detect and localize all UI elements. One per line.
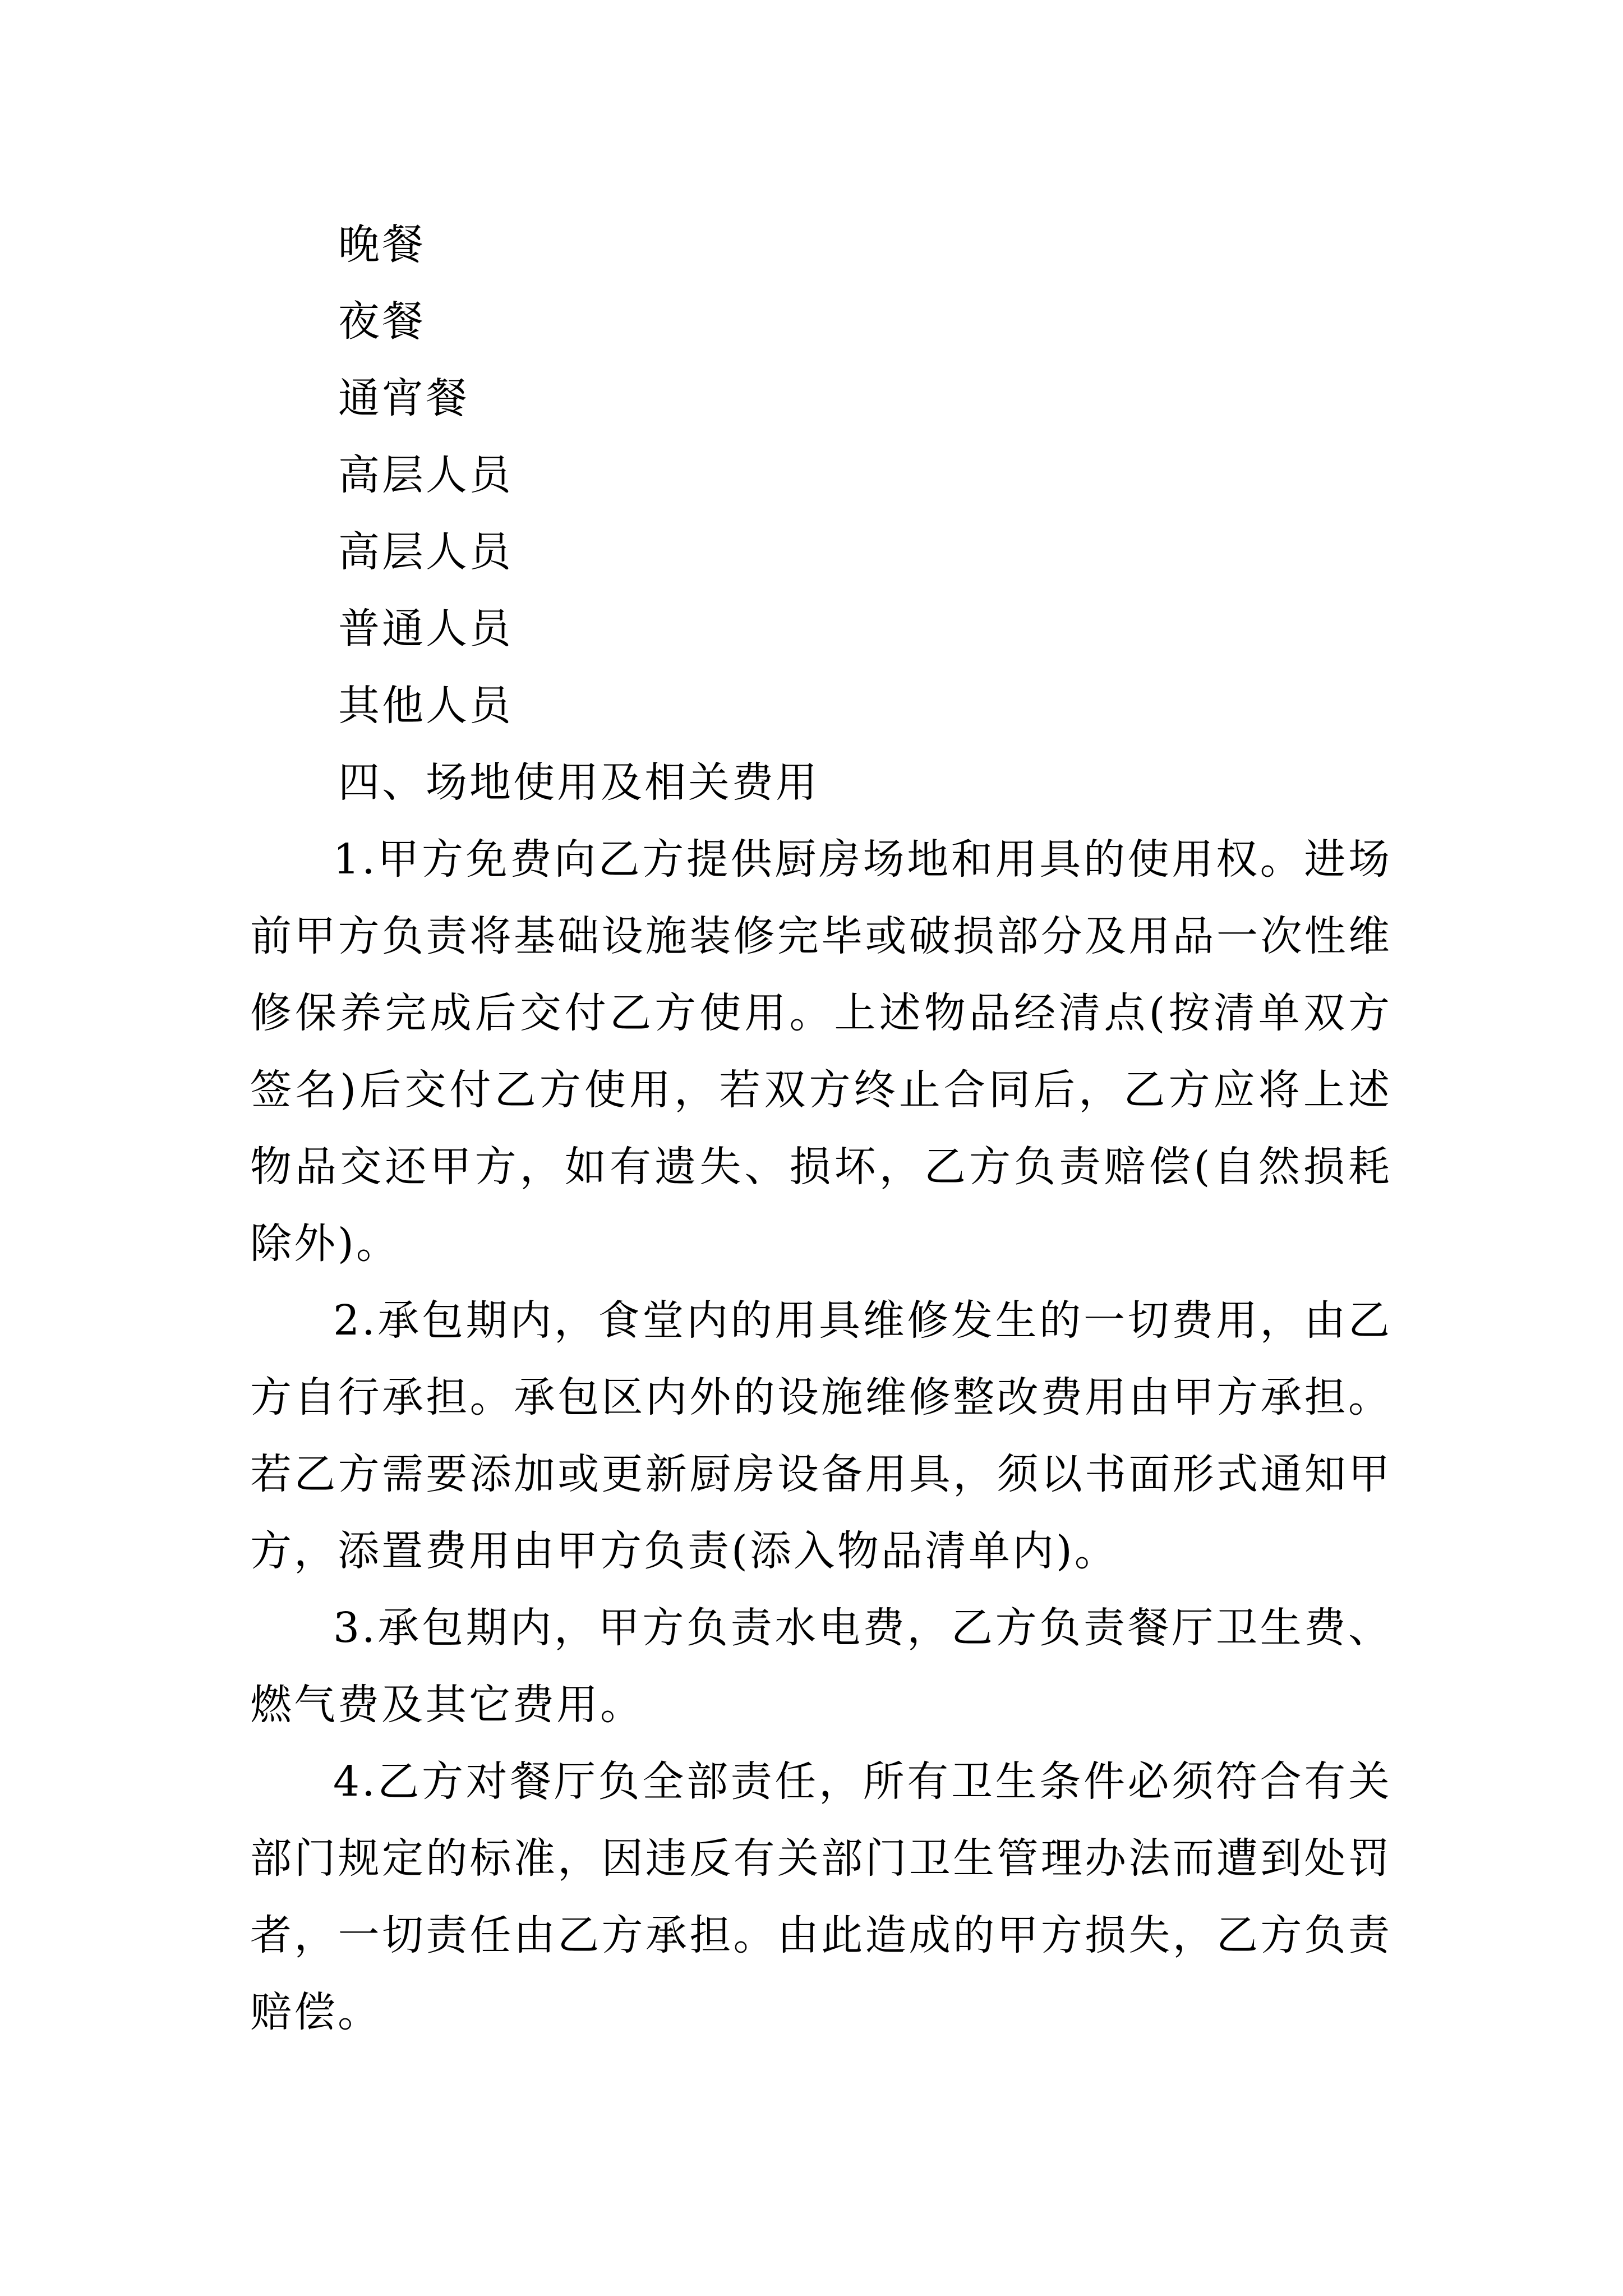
clause-paragraph-2: 2.承包期内，食堂内的用具维修发生的一切费用，由乙方自行承担。承包区内外的设施维修整改费用由甲方承担。若乙方需要添加或更新厨房设备用具，须以书面形式通知甲方，添置费用由甲方负责(添入物品清单内)。 xyxy=(250,1296,1392,1575)
section-heading: 四、场地使用及相关费用 xyxy=(338,758,819,807)
meal-item-night-meal: 夜餐 xyxy=(338,297,426,346)
staff-item-senior-1: 高层人员 xyxy=(338,451,513,499)
clause-paragraph-3: 3.承包期内，甲方负责水电费，乙方负责餐厅卫生费、燃气费及其它费用。 xyxy=(250,1604,1392,1729)
staff-item-other: 其他人员 xyxy=(338,682,513,730)
clause-paragraph-1: 1.甲方免费向乙方提供厨房场地和用具的使用权。进场前甲方负责将基础设施装修完毕或破损部分及用品一次性维修保养完成后交付乙方使用。上述物品经清点(按清单双方签名)后交付乙方使用，若双方终止合同后，乙方应将上述物品交还甲方，如有遗失、损坏，乙方负责赔偿(自然损耗除外)。 xyxy=(250,835,1392,1268)
staff-item-regular: 普通人员 xyxy=(338,605,513,653)
clause-paragraph-4: 4.乙方对餐厅负全部责任，所有卫生条件必须符合有关部门规定的标准，因违反有关部门卫生管理办法而遭到处罚者，一切责任由乙方承担。由此造成的甲方损失，乙方负责赔偿。 xyxy=(250,1757,1392,2036)
staff-item-senior-2: 高层人员 xyxy=(338,528,513,576)
meal-item-dinner: 晚餐 xyxy=(338,220,426,269)
meal-item-overnight-meal: 通宵餐 xyxy=(338,374,469,422)
document-body xyxy=(250,206,1392,2051)
